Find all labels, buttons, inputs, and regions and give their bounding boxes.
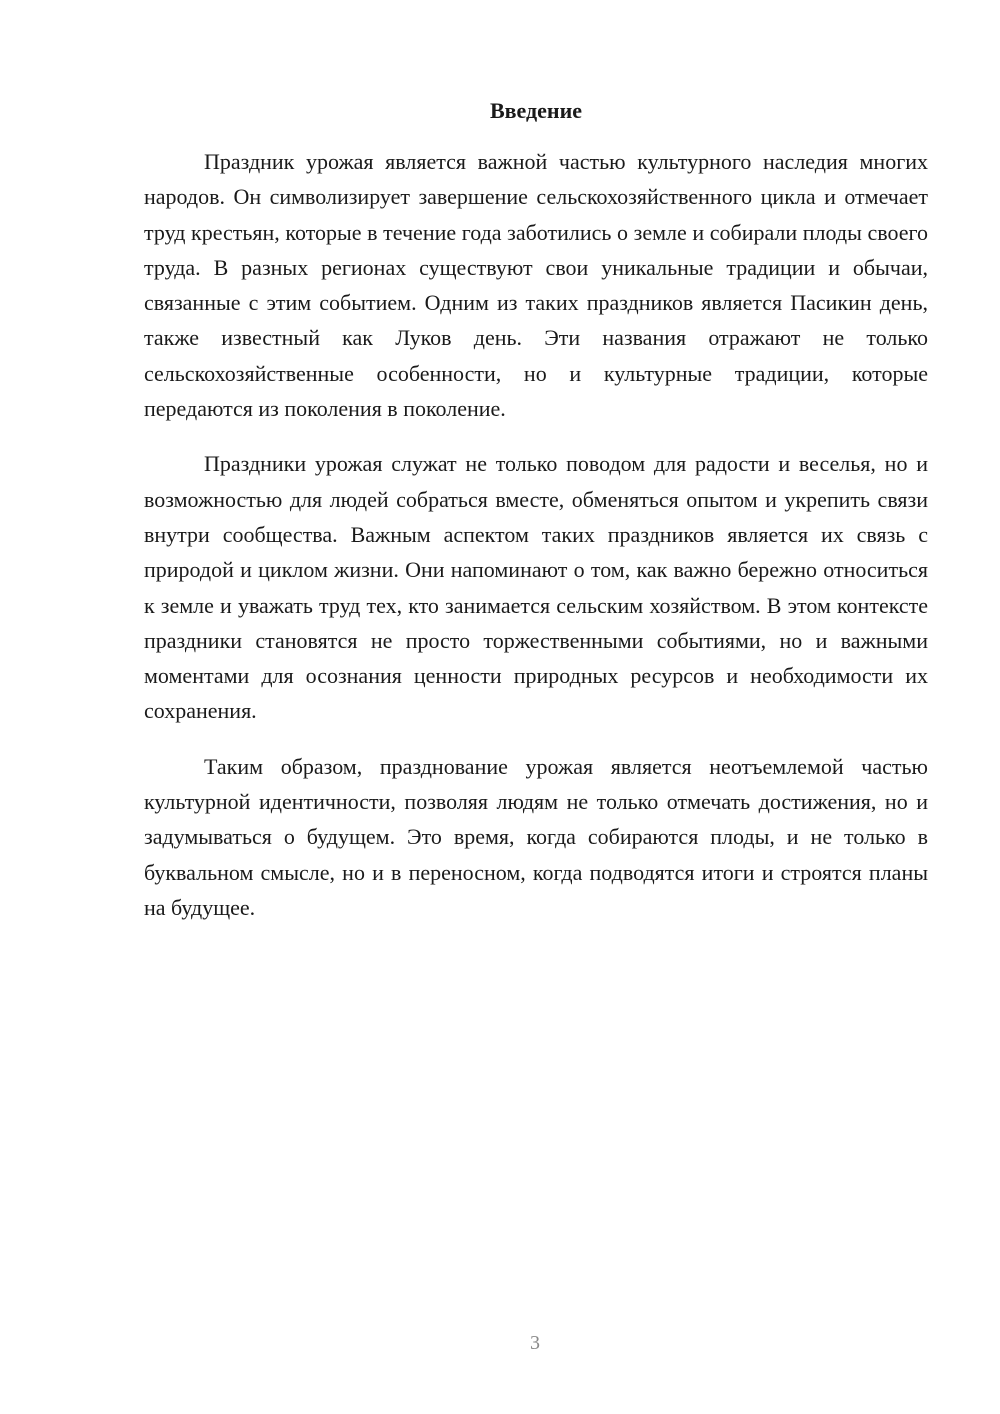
paragraph-2: Праздники урожая служат не только поводом для радости и веселья, но и возможностью для людей собраться вместе, обменяться опытом и укрепить связи внутри сообщества. Важным аспектом таких праздников является их связь с природой и циклом жизни. Они напоминают о том, как важно бережно относиться к земле и уважать труд тех, кто занимается сельским хозяйством. В этом контексте праздники становятся не просто торжественными событиями, но и важными моментами для осознания ценности природных ресурсов и необходимости их сохранения.: [144, 451, 928, 724]
section-heading: Введение: [489, 98, 583, 123]
page-content: [144, 94, 928, 945]
page-number: 3: [530, 1332, 540, 1354]
paragraph-1: Праздник урожая является важной частью культурного наследия многих народов. Он символизирует завершение сельскохозяйственного цикла и отмечает труд крестьян, которые в течение года заботились о земле и собирали плоды своего труда. В разных регионах существуют свои уникальные традиции и обычаи, связанные с этим событием. Одним из таких праздников является Пасикин день, также известный как Луков день. Эти названия отражают не только сельскохозяйственные особенности, но и культурные традиции, которые передаются из поколения в поколение.: [144, 149, 928, 422]
paragraph-3: Таким образом, празднование урожая является неотъемлемой частью культурной идентичности, позволяя людям не только отмечать достижения, но и задумываться о будущем. Это время, когда собираются плоды, и не только в буквальном смысле, но и в переносном, когда подводятся итоги и строятся планы на будущее.: [144, 753, 928, 920]
